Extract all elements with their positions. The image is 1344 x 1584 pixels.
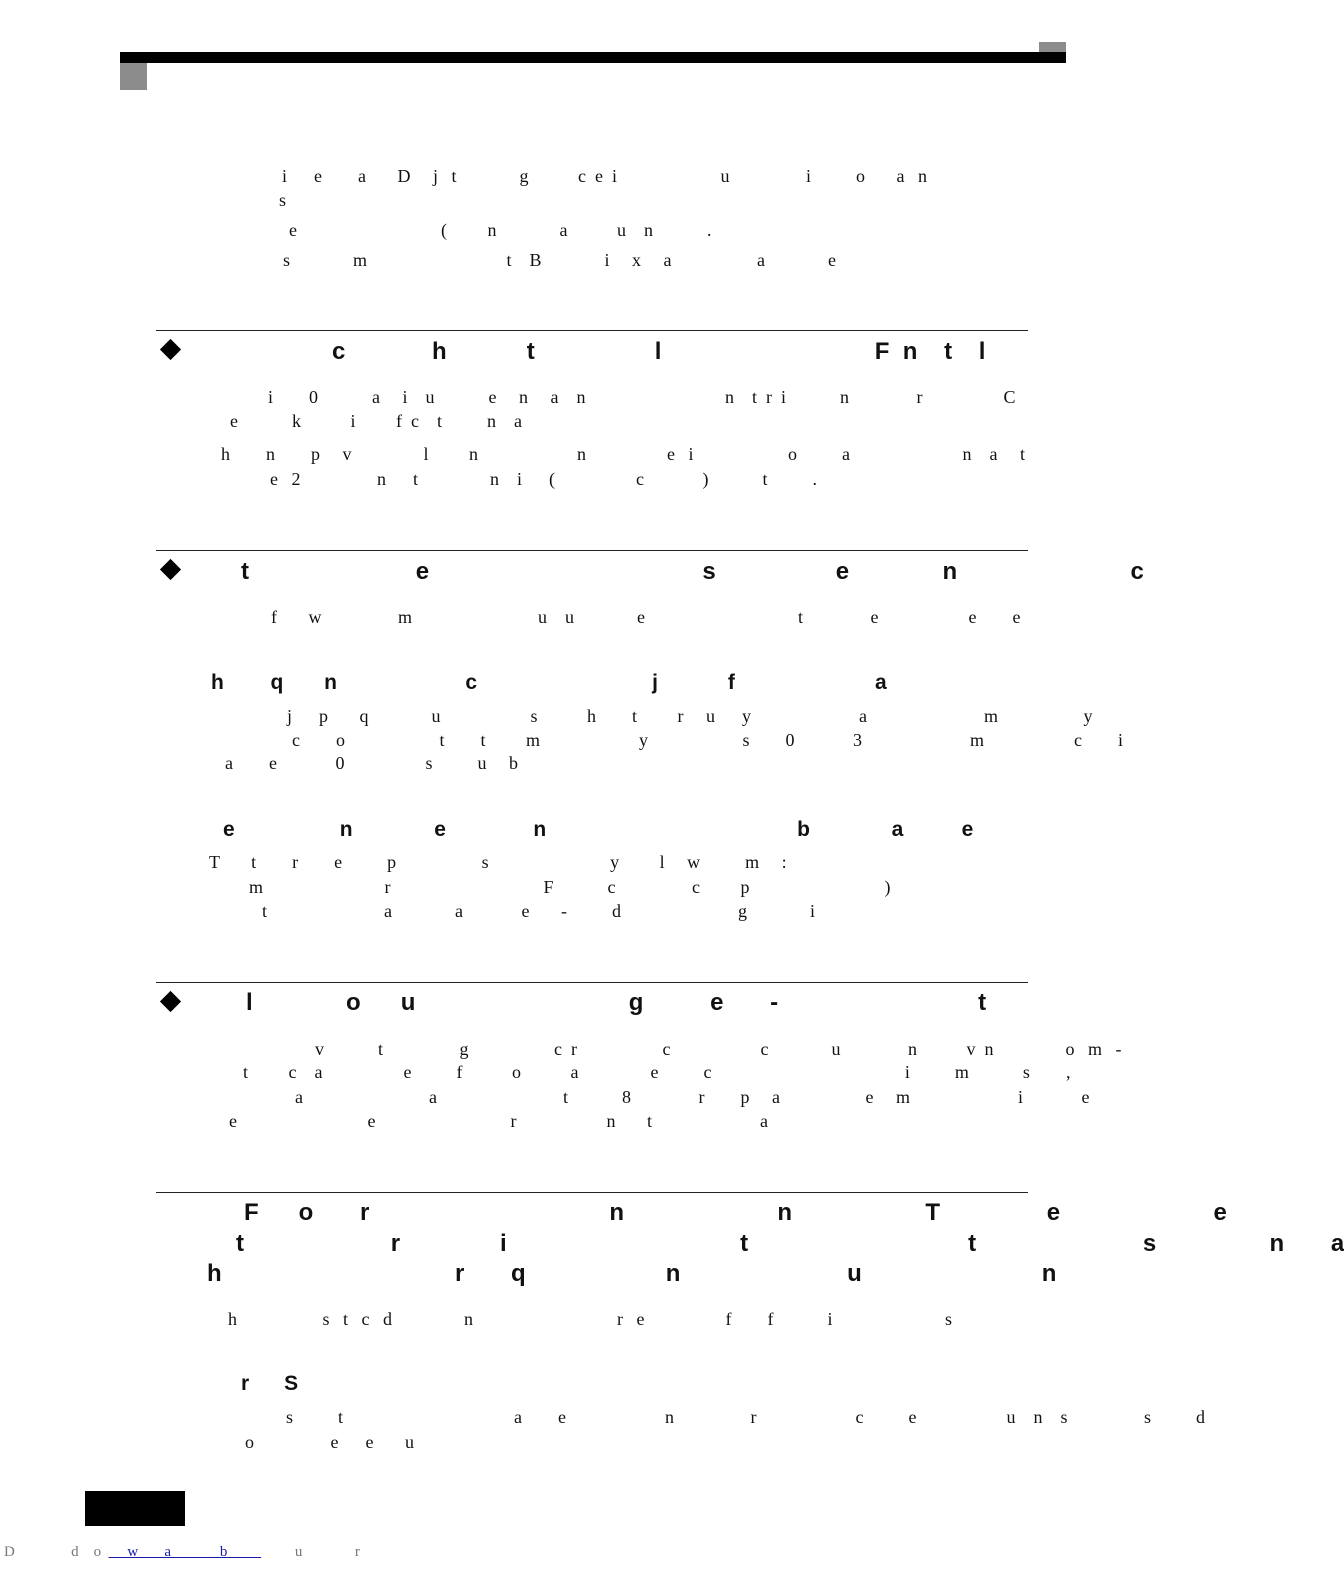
section-2-sub-1-line-1: j p q u s h t r u y a m y — [287, 706, 1093, 726]
section-3-rule — [156, 982, 1028, 983]
section-4-sub-1-line-1: s t a e n r c e u n s s d — [286, 1407, 1205, 1427]
section-3-line-1: v t g c r c c u n v n o m - — [315, 1039, 1122, 1059]
intro-line-2: s — [279, 190, 287, 210]
section-2-heading: t e s e n c — [241, 558, 1144, 585]
section-2-sub-2-line-2: m r F c c p ) — [249, 877, 891, 897]
diamond-bullet-icon — [160, 991, 181, 1012]
intro-line-3: e ( n a u n . — [289, 220, 712, 240]
section-4-rule — [156, 1192, 1028, 1193]
section-3-line-2: t c a e f o a e c i m s , — [243, 1062, 1071, 1082]
section-2-rule — [156, 550, 1028, 551]
section-4-heading-line-1: F o r n n T e e — [244, 1199, 1227, 1226]
diamond-bullet-icon — [160, 559, 181, 580]
section-1-rule — [156, 330, 1028, 331]
intro-line-4: s m t B i x a a e — [283, 250, 836, 270]
header-rule — [120, 52, 1066, 63]
section-1-heading: c h t l F n t l — [332, 338, 986, 365]
section-4-sub-1-heading: r S — [241, 1372, 299, 1395]
section-4-sub-1-line-2: o e e u — [245, 1432, 414, 1452]
section-1-p1-line-2: e k i f c t n a — [230, 411, 522, 431]
page-tab-block — [85, 1491, 185, 1526]
section-3-line-4: e e r n t a — [229, 1111, 768, 1131]
section-2-p1: f w m u u e t e e e — [271, 607, 1021, 627]
section-2-sub-2-line-3: t a a e - d g i — [262, 901, 815, 921]
diamond-bullet-icon — [160, 339, 181, 360]
section-2-sub-1-line-2: c o t t m y s 0 3 m c i — [292, 730, 1123, 750]
section-3-line-3: a a t 8 r p a e m i e — [295, 1087, 1090, 1107]
section-3-heading: l o u g e - t — [246, 989, 987, 1016]
section-1-p1-line-1: i 0 a i u e n a n n t r i n r C — [268, 387, 1016, 407]
section-2-sub-1-line-3: a e 0 s u b — [225, 753, 518, 773]
intro-line-1: i e a D j t g c e i u i o a n — [282, 166, 927, 186]
corner-tab-right — [1039, 42, 1066, 52]
footer-watermark — [4, 1544, 360, 1561]
section-1-p2-line-2: e 2 n t n i ( c ) t . — [270, 469, 817, 489]
footer-prefix: D d o — [4, 1544, 109, 1560]
section-4-p1: h s t c d n r e f f i s — [228, 1309, 952, 1329]
footer-suffix: u r — [261, 1544, 360, 1560]
footer-link[interactable]: w a b — [108, 1544, 262, 1560]
section-2-sub-2-line-1: T t r e p s y l w m : — [209, 852, 787, 872]
section-2-sub-1-heading: h q n c j f a — [211, 671, 887, 694]
section-4-heading-line-3: h r q n u n — [207, 1260, 1057, 1287]
corner-tab-left — [120, 63, 147, 90]
section-1-p2-line-1: h n p v l n n e i o a n a t — [221, 444, 1025, 464]
section-2-sub-2-heading: e n e n b a e — [223, 818, 974, 841]
section-4-heading-line-2: t r i t t s n a — [236, 1230, 1344, 1257]
